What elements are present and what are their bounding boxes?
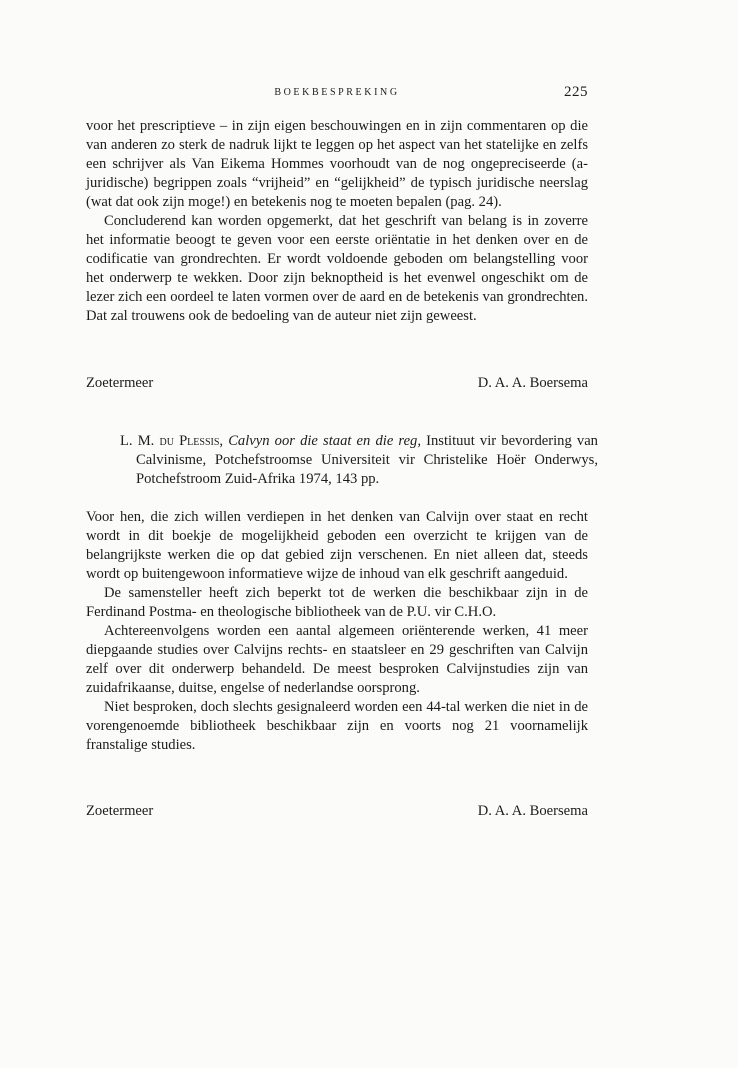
running-title: BOEKBESPREKING — [274, 87, 400, 98]
review2-paragraph-1: Voor hen, die zich willen verdiepen in het denken van Calvijn over staat en recht wordt in dit boekje de mogelijkheid geboden een overzicht te krijgen van de belangrijkste werken die op dat gebied zijn verschenen. En niet alleen dat, steeds wordt op buitengewoon informatieve wijze de inhoud van elk geschrift aangeduid. — [86, 509, 588, 582]
review1-reviewer: D. A. A. Boersema — [477, 375, 588, 391]
review2-signature — [86, 803, 588, 823]
review2-body — [86, 508, 588, 755]
review1-paragraph-1: voor het prescriptieve – in zijn eigen beschouwingen en in zijn commentaren op die van anderen zo sterk de nadruk lijkt te leggen op het aspect van het statelijke en zelfs een schrijver als Van Eikema Hommes voorhoudt van de nog ongepreciseerde (a-juridische) begrippen zoals “vrijheid” en “gelijkheid” de typisch juridische neerslag (wat dat ook zijn moge!) en betekenis nog te moeten bepalen (pag. 24). — [86, 118, 588, 210]
book-title: Calvyn oor die staat en die reg, — [228, 433, 421, 449]
review2-paragraph-2: De samensteller heeft zich beperkt tot de werken die beschikbaar zijn in de Ferdinand Postma- en theologische bibliotheek van de P.U. vir C.H.O. — [86, 585, 588, 620]
review2-place: Zoetermeer — [86, 803, 154, 819]
author-prefix: du — [159, 433, 174, 449]
review2-reviewer: D. A. A. Boersema — [477, 803, 588, 819]
review2-paragraph-3: Achtereenvolgens worden een aantal algemeen oriënterende werken, 41 meer diepgaande studies over Calvijns rechts- en staatsleer en 29 geschriften van Calvijn zelf over dit onderwerp behandeld. De meest besproken Calvijnstudies zijn van zuidafrikaanse, duitse, engelse of nederlandse oorsprong. — [86, 623, 588, 696]
author-surname: Plessis, — [179, 433, 224, 449]
review1-signature — [86, 375, 588, 395]
page-number: 225 — [564, 84, 588, 100]
publisher-info: Instituut vir bevordering van Calvinisme, Potchefstroomse Universiteit vir Christelike Hoër Onderwys, Potchefstroom Zuid-Afrika 1974, 143 pp. — [136, 433, 598, 487]
review2-citation — [120, 432, 598, 489]
review1-paragraph-2: Concluderend kan worden opgemerkt, dat het geschrift van belang is in zoverre het informatie beoogt te geven voor een eerste oriëntatie in het denken over en de codificatie van grondrechten. Er wordt voldoende geboden om belangstelling voor het onderwerp te wekken. Door zijn beknoptheid is het evenwel ongeschikt om de lezer zich een oordeel te laten vormen over de aard en de betekenis van grondrechten. Dat zal trouwens ook de bedoeling van de auteur niet zijn geweest. — [86, 213, 588, 324]
review1-place: Zoetermeer — [86, 375, 154, 391]
review1-body — [86, 117, 588, 326]
running-head — [86, 84, 588, 104]
review2-paragraph-4: Niet besproken, doch slechts gesignaleerd worden een 44-tal werken die niet in de vorengenoemde bibliotheek beschikbaar zijn en voorts nog 21 voornamelijk franstalige studies. — [86, 699, 588, 753]
author-initials: L. M. — [120, 433, 155, 449]
